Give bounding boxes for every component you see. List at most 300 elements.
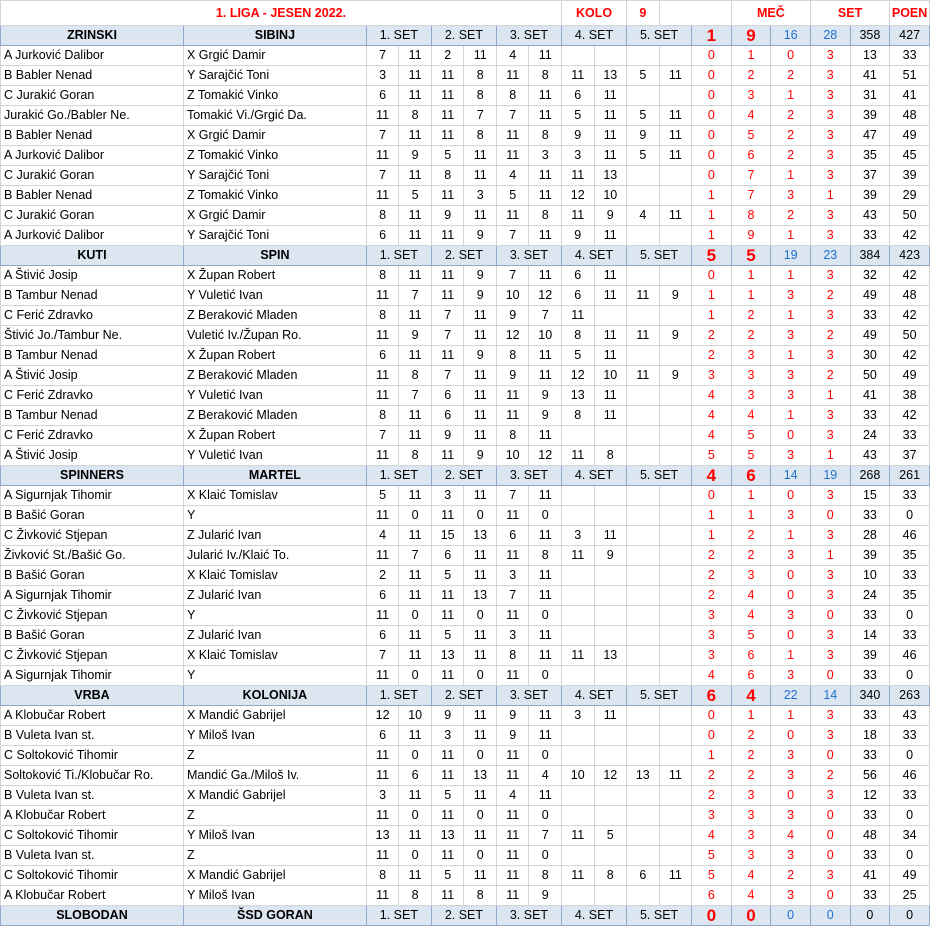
set-score: 0 bbox=[399, 846, 432, 866]
set-away: 0 bbox=[810, 826, 850, 846]
poen-home: 49 bbox=[850, 326, 890, 346]
set-score bbox=[594, 846, 627, 866]
mec-away: 6 bbox=[731, 666, 771, 686]
poen-home: 33 bbox=[850, 506, 890, 526]
away-player: X Župan Robert bbox=[183, 266, 366, 286]
set-home: 3 bbox=[771, 806, 811, 826]
set-score: 11 bbox=[529, 266, 562, 286]
set-score: 11 bbox=[594, 326, 627, 346]
set-score: 7 bbox=[366, 46, 399, 66]
set-score bbox=[594, 586, 627, 606]
set-score: 0 bbox=[399, 746, 432, 766]
set-home: 0 bbox=[771, 726, 811, 746]
poen-home: 15 bbox=[850, 486, 890, 506]
set-score: 11 bbox=[464, 826, 497, 846]
set-header: 4. SET bbox=[562, 246, 627, 266]
home-player: A Klobučar Robert bbox=[1, 706, 184, 726]
set-score bbox=[562, 586, 595, 606]
home-player: C Soltoković Tihomir bbox=[1, 826, 184, 846]
set-score bbox=[562, 506, 595, 526]
set-home: 0 bbox=[771, 426, 811, 446]
set-score: 11 bbox=[431, 846, 464, 866]
set-score: 0 bbox=[464, 846, 497, 866]
set-score bbox=[659, 886, 692, 906]
set-score bbox=[627, 646, 660, 666]
set-away: 2 bbox=[810, 366, 850, 386]
set-score: 0 bbox=[464, 666, 497, 686]
poen-away: 33 bbox=[890, 566, 930, 586]
set-score: 0 bbox=[464, 806, 497, 826]
set-score: 11 bbox=[562, 866, 595, 886]
mec-away: 1 bbox=[731, 706, 771, 726]
away-team: ŠSD GORAN bbox=[183, 906, 366, 926]
mec-home: 1 bbox=[692, 186, 732, 206]
set-score: 11 bbox=[399, 306, 432, 326]
set-score: 11 bbox=[594, 146, 627, 166]
kolo-label: KOLO bbox=[562, 1, 627, 26]
set-score: 8 bbox=[529, 206, 562, 226]
set-header: 1. SET bbox=[366, 906, 431, 926]
poen-away: 45 bbox=[890, 146, 930, 166]
game-row bbox=[1, 786, 930, 806]
set-header: 2. SET bbox=[431, 906, 496, 926]
set-score: 11 bbox=[594, 346, 627, 366]
mec-away: 2 bbox=[731, 326, 771, 346]
away-player: Z Beraković Mladen bbox=[183, 406, 366, 426]
poen-home: 56 bbox=[850, 766, 890, 786]
set-score: 8 bbox=[529, 126, 562, 146]
set-home: 0 bbox=[771, 566, 811, 586]
set-home: 0 bbox=[771, 586, 811, 606]
set-score: 11 bbox=[431, 226, 464, 246]
set-score bbox=[594, 46, 627, 66]
poen-home: 31 bbox=[850, 86, 890, 106]
set-score: 11 bbox=[529, 586, 562, 606]
set-score: 7 bbox=[366, 646, 399, 666]
set-score: 11 bbox=[366, 846, 399, 866]
set-score bbox=[562, 46, 595, 66]
set-away: 3 bbox=[810, 406, 850, 426]
poen-away-total: 0 bbox=[890, 906, 930, 926]
set-score: 12 bbox=[496, 326, 529, 346]
set-score: 11 bbox=[366, 146, 399, 166]
set-score: 11 bbox=[399, 726, 432, 746]
set-home: 3 bbox=[771, 746, 811, 766]
set-score: 11 bbox=[659, 66, 692, 86]
set-score: 11 bbox=[431, 446, 464, 466]
set-score bbox=[627, 166, 660, 186]
poen-away: 25 bbox=[890, 886, 930, 906]
home-player: C Jurakić Goran bbox=[1, 86, 184, 106]
set-score: 13 bbox=[562, 386, 595, 406]
mec-away: 4 bbox=[731, 406, 771, 426]
mec-away-total: 9 bbox=[731, 26, 771, 46]
set-score: 8 bbox=[496, 646, 529, 666]
mec-home: 2 bbox=[692, 586, 732, 606]
away-player: Y Miloš Ivan bbox=[183, 826, 366, 846]
set-score: 11 bbox=[366, 806, 399, 826]
set-score: 11 bbox=[594, 266, 627, 286]
mec-home: 2 bbox=[692, 346, 732, 366]
set-score bbox=[627, 706, 660, 726]
match-header-row bbox=[1, 466, 930, 486]
set-away: 3 bbox=[810, 166, 850, 186]
set-score: 11 bbox=[627, 326, 660, 346]
set-away: 3 bbox=[810, 226, 850, 246]
home-player: B Babler Nenad bbox=[1, 186, 184, 206]
mec-away: 1 bbox=[731, 506, 771, 526]
poen-away: 0 bbox=[890, 846, 930, 866]
set-score: 11 bbox=[594, 226, 627, 246]
set-score: 9 bbox=[529, 386, 562, 406]
set-score bbox=[627, 346, 660, 366]
set-score: 8 bbox=[399, 446, 432, 466]
mec-away: 3 bbox=[731, 346, 771, 366]
set-score: 11 bbox=[496, 846, 529, 866]
set-header: 4. SET bbox=[562, 26, 627, 46]
set-score bbox=[562, 666, 595, 686]
set-score: 13 bbox=[431, 646, 464, 666]
set-score: 11 bbox=[464, 166, 497, 186]
set-score: 12 bbox=[562, 366, 595, 386]
away-player: X Klaić Tomislav bbox=[183, 566, 366, 586]
set-score: 11 bbox=[431, 86, 464, 106]
mec-home: 1 bbox=[692, 286, 732, 306]
set-home-total: 22 bbox=[771, 686, 811, 706]
mec-home: 1 bbox=[692, 506, 732, 526]
mec-away: 2 bbox=[731, 766, 771, 786]
poen-home: 10 bbox=[850, 566, 890, 586]
set-score bbox=[562, 846, 595, 866]
poen-home: 39 bbox=[850, 646, 890, 666]
set-score bbox=[627, 606, 660, 626]
game-row bbox=[1, 626, 930, 646]
set-score: 7 bbox=[399, 386, 432, 406]
home-player: Soltoković Ti./Klobučar Ro. bbox=[1, 766, 184, 786]
set-score bbox=[659, 226, 692, 246]
set-score: 6 bbox=[366, 726, 399, 746]
set-score bbox=[627, 846, 660, 866]
mec-home: 0 bbox=[692, 126, 732, 146]
poen-home: 12 bbox=[850, 786, 890, 806]
set-home: 2 bbox=[771, 66, 811, 86]
set-score: 9 bbox=[659, 366, 692, 386]
away-player: X Župan Robert bbox=[183, 426, 366, 446]
set-away: 0 bbox=[810, 746, 850, 766]
home-player: B Bašić Goran bbox=[1, 506, 184, 526]
set-header: 3. SET bbox=[496, 466, 561, 486]
set-score bbox=[627, 386, 660, 406]
set-score: 0 bbox=[399, 666, 432, 686]
mec-away: 3 bbox=[731, 786, 771, 806]
set-score: 8 bbox=[496, 426, 529, 446]
set-score: 11 bbox=[399, 126, 432, 146]
poen-home: 43 bbox=[850, 206, 890, 226]
set-score: 10 bbox=[562, 766, 595, 786]
game-row bbox=[1, 146, 930, 166]
set-score bbox=[627, 46, 660, 66]
set-score: 4 bbox=[496, 46, 529, 66]
game-row bbox=[1, 206, 930, 226]
set-score: 11 bbox=[659, 146, 692, 166]
mec-away: 4 bbox=[731, 586, 771, 606]
set-score: 11 bbox=[366, 366, 399, 386]
set-score: 9 bbox=[399, 326, 432, 346]
set-score bbox=[627, 806, 660, 826]
set-score: 11 bbox=[366, 666, 399, 686]
set-score: 5 bbox=[431, 866, 464, 886]
set-score bbox=[659, 826, 692, 846]
set-header: 1. SET bbox=[366, 246, 431, 266]
set-score bbox=[627, 726, 660, 746]
set-score: 11 bbox=[594, 706, 627, 726]
set-score: 8 bbox=[366, 406, 399, 426]
set-away: 3 bbox=[810, 786, 850, 806]
set-score: 11 bbox=[399, 406, 432, 426]
set-score: 11 bbox=[496, 206, 529, 226]
game-row bbox=[1, 186, 930, 206]
set-score bbox=[562, 486, 595, 506]
set-score bbox=[562, 566, 595, 586]
set-score: 11 bbox=[399, 346, 432, 366]
set-score: 11 bbox=[529, 366, 562, 386]
set-score bbox=[594, 486, 627, 506]
poen-home: 33 bbox=[850, 406, 890, 426]
set-score bbox=[659, 546, 692, 566]
set-score: 11 bbox=[366, 446, 399, 466]
set-away: 2 bbox=[810, 286, 850, 306]
set-away-total: 28 bbox=[810, 26, 850, 46]
set-score: 11 bbox=[562, 306, 595, 326]
set-score: 9 bbox=[496, 366, 529, 386]
set-score: 0 bbox=[529, 666, 562, 686]
mec-home: 4 bbox=[692, 426, 732, 446]
set-away: 3 bbox=[810, 346, 850, 366]
set-score bbox=[659, 306, 692, 326]
set-score: 5 bbox=[366, 486, 399, 506]
game-row bbox=[1, 806, 930, 826]
set-score: 11 bbox=[496, 886, 529, 906]
kolo-value: 9 bbox=[627, 1, 660, 26]
set-home: 1 bbox=[771, 226, 811, 246]
home-player: C Živković Stjepan bbox=[1, 526, 184, 546]
set-home-total: 0 bbox=[771, 906, 811, 926]
poen-home: 47 bbox=[850, 126, 890, 146]
set-score bbox=[659, 846, 692, 866]
set-score: 11 bbox=[562, 546, 595, 566]
poen-home: 33 bbox=[850, 746, 890, 766]
poen-home: 39 bbox=[850, 546, 890, 566]
set-score bbox=[627, 746, 660, 766]
set-score: 9 bbox=[496, 726, 529, 746]
home-player: B Bašić Goran bbox=[1, 566, 184, 586]
game-row bbox=[1, 106, 930, 126]
set-score: 0 bbox=[399, 806, 432, 826]
set-score: 9 bbox=[464, 286, 497, 306]
away-player: Y Vuletić Ivan bbox=[183, 386, 366, 406]
set-header: 2. SET bbox=[431, 466, 496, 486]
mec-away: 3 bbox=[731, 846, 771, 866]
set-score: 2 bbox=[431, 46, 464, 66]
away-team: SPIN bbox=[183, 246, 366, 266]
mec-home: 0 bbox=[692, 726, 732, 746]
set-label: SET bbox=[810, 1, 889, 26]
set-score: 7 bbox=[496, 266, 529, 286]
set-score: 7 bbox=[496, 486, 529, 506]
away-player: Y Sarajčić Toni bbox=[183, 66, 366, 86]
set-score: 11 bbox=[399, 626, 432, 646]
mec-home: 5 bbox=[692, 446, 732, 466]
set-score: 2 bbox=[366, 566, 399, 586]
mec-home: 2 bbox=[692, 786, 732, 806]
set-score: 4 bbox=[627, 206, 660, 226]
set-score bbox=[627, 666, 660, 686]
set-score: 11 bbox=[529, 346, 562, 366]
poen-away: 35 bbox=[890, 546, 930, 566]
mec-away-total: 0 bbox=[731, 906, 771, 926]
set-away: 0 bbox=[810, 846, 850, 866]
mec-home: 4 bbox=[692, 826, 732, 846]
set-away: 3 bbox=[810, 86, 850, 106]
game-row bbox=[1, 566, 930, 586]
poen-home-total: 358 bbox=[850, 26, 890, 46]
set-score: 13 bbox=[431, 826, 464, 846]
set-home: 1 bbox=[771, 166, 811, 186]
set-score: 7 bbox=[366, 426, 399, 446]
set-score: 11 bbox=[562, 826, 595, 846]
poen-away: 0 bbox=[890, 666, 930, 686]
set-score: 11 bbox=[496, 406, 529, 426]
set-score: 8 bbox=[464, 126, 497, 146]
poen-home: 24 bbox=[850, 426, 890, 446]
set-score: 11 bbox=[366, 326, 399, 346]
away-team: SIBINJ bbox=[183, 26, 366, 46]
poen-away: 48 bbox=[890, 286, 930, 306]
set-score bbox=[562, 606, 595, 626]
home-player: Jurakić Go./Babler Ne. bbox=[1, 106, 184, 126]
set-score: 7 bbox=[431, 306, 464, 326]
set-score: 7 bbox=[366, 166, 399, 186]
set-score: 11 bbox=[464, 866, 497, 886]
game-row bbox=[1, 746, 930, 766]
mec-away: 5 bbox=[731, 126, 771, 146]
game-row bbox=[1, 226, 930, 246]
game-row bbox=[1, 506, 930, 526]
set-score bbox=[659, 406, 692, 426]
game-row bbox=[1, 446, 930, 466]
mec-home-total: 0 bbox=[692, 906, 732, 926]
set-score: 15 bbox=[431, 526, 464, 546]
set-score: 10 bbox=[594, 366, 627, 386]
game-row bbox=[1, 546, 930, 566]
away-player: Z Tomakić Vinko bbox=[183, 86, 366, 106]
home-player: A Sigurnjak Tihomir bbox=[1, 486, 184, 506]
set-score: 3 bbox=[562, 526, 595, 546]
set-score: 11 bbox=[366, 746, 399, 766]
set-header: 3. SET bbox=[496, 906, 561, 926]
set-score: 9 bbox=[464, 446, 497, 466]
poen-home: 33 bbox=[850, 806, 890, 826]
mec-away: 3 bbox=[731, 566, 771, 586]
set-score bbox=[562, 426, 595, 446]
set-score: 11 bbox=[529, 566, 562, 586]
set-score bbox=[659, 266, 692, 286]
set-score: 11 bbox=[464, 646, 497, 666]
set-away: 3 bbox=[810, 306, 850, 326]
away-team: MARTEL bbox=[183, 466, 366, 486]
set-score: 8 bbox=[366, 866, 399, 886]
set-score bbox=[627, 406, 660, 426]
poen-home: 33 bbox=[850, 306, 890, 326]
set-score: 11 bbox=[464, 546, 497, 566]
set-score: 11 bbox=[464, 566, 497, 586]
set-score: 12 bbox=[529, 446, 562, 466]
poen-away: 42 bbox=[890, 406, 930, 426]
mec-away: 3 bbox=[731, 826, 771, 846]
set-score: 4 bbox=[529, 766, 562, 786]
set-score bbox=[659, 666, 692, 686]
set-score: 11 bbox=[431, 286, 464, 306]
set-away: 1 bbox=[810, 186, 850, 206]
set-score: 7 bbox=[529, 306, 562, 326]
set-score: 8 bbox=[366, 266, 399, 286]
mec-home: 3 bbox=[692, 626, 732, 646]
set-score: 11 bbox=[431, 346, 464, 366]
set-score: 11 bbox=[366, 386, 399, 406]
set-score: 3 bbox=[366, 66, 399, 86]
set-score: 7 bbox=[366, 126, 399, 146]
mec-away: 2 bbox=[731, 746, 771, 766]
poen-away: 42 bbox=[890, 226, 930, 246]
match-header-row bbox=[1, 906, 930, 926]
set-header: 3. SET bbox=[496, 26, 561, 46]
away-player: Z Beraković Mladen bbox=[183, 366, 366, 386]
set-home: 1 bbox=[771, 86, 811, 106]
away-player: X Mandić Gabrijel bbox=[183, 786, 366, 806]
set-header: 3. SET bbox=[496, 686, 561, 706]
poen-away: 33 bbox=[890, 486, 930, 506]
poen-away: 33 bbox=[890, 626, 930, 646]
set-score: 11 bbox=[366, 766, 399, 786]
mec-away: 2 bbox=[731, 66, 771, 86]
set-score bbox=[562, 626, 595, 646]
set-score bbox=[659, 386, 692, 406]
set-score: 11 bbox=[627, 286, 660, 306]
away-player: X Grgić Damir bbox=[183, 46, 366, 66]
set-score: 5 bbox=[627, 66, 660, 86]
set-score: 7 bbox=[529, 826, 562, 846]
set-away: 1 bbox=[810, 386, 850, 406]
set-score: 11 bbox=[529, 486, 562, 506]
set-score: 3 bbox=[562, 146, 595, 166]
set-score: 13 bbox=[594, 166, 627, 186]
poen-home: 33 bbox=[850, 226, 890, 246]
set-score: 11 bbox=[366, 506, 399, 526]
set-score: 9 bbox=[496, 706, 529, 726]
set-score: 11 bbox=[431, 746, 464, 766]
set-home: 3 bbox=[771, 326, 811, 346]
mec-away: 3 bbox=[731, 86, 771, 106]
home-player: Štivić Jo./Tambur Ne. bbox=[1, 326, 184, 346]
set-score: 6 bbox=[431, 386, 464, 406]
set-home-total: 19 bbox=[771, 246, 811, 266]
set-score bbox=[594, 426, 627, 446]
set-score: 11 bbox=[464, 366, 497, 386]
set-score: 11 bbox=[366, 606, 399, 626]
poen-away: 46 bbox=[890, 646, 930, 666]
set-score: 11 bbox=[464, 406, 497, 426]
set-score bbox=[627, 306, 660, 326]
